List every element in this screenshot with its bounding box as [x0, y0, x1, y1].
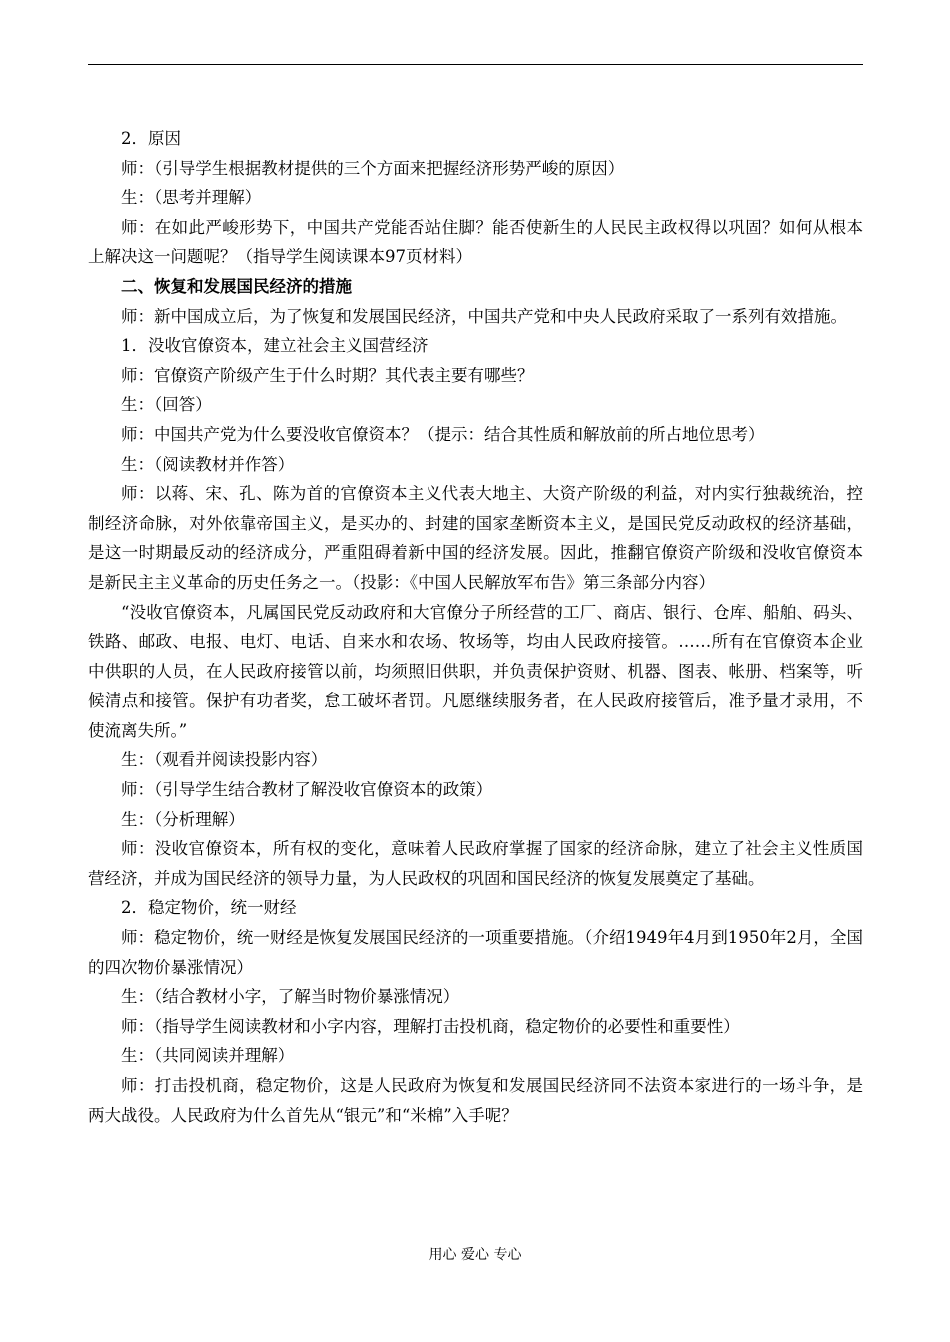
- paragraph: 师：（引导学生结合教材了解没收官僚资本的政策）: [121, 780, 493, 800]
- paragraph: 师：没收官僚资本，所有权的变化，意味着人民政府掌握了国家的经济命脉，建立了社会主义性质国营经济，并成为国民经济的领导力量，为人民政权的巩固和国民经济的恢复发展奠定了基础。: [88, 839, 863, 888]
- paragraph: 师：在如此严峻形势下，中国共产党能否站住脚？能否使新生的人民民主政权得以巩固？如何从根本上解决这一问题呢？（指导学生阅读课本97页材料）: [88, 217, 863, 267]
- paragraph: 师：以蒋、宋、孔、陈为首的官僚资本主义代表大地主、大资产阶级的利益，对内实行独裁统治，控制经济命脉，对外依靠帝国主义，是买办的、封建的国家垄断资本主义，是国民党反动政权的经济基础，是这一时期最反动的经济成分，严重阻碍着新中国的经济发展。因此，推翻官僚资产阶级和没收官僚资本是新民主主义革命的历史任务之一。（投影：《中国人民解放军布告》第三条部分内容）: [88, 484, 863, 592]
- paragraph: 生：（观看并阅读投影内容）: [121, 750, 328, 770]
- paragraph: 师：中国共产党为什么要没收官僚资本？（提示：结合其性质和解放前的所占地位思考）: [121, 424, 765, 444]
- paragraph: 师：打击投机商，稳定物价，这是人民政府为恢复和发展国民经济同不法资本家进行的一场斗争，是两大战役。人民政府为什么首先从“银元”和“米棉”入手呢？: [88, 1076, 863, 1125]
- paragraph: 生：（思考并理解）: [121, 188, 262, 208]
- page-footer: 用心 爱心 专心: [428, 1247, 522, 1263]
- document-body: [88, 124, 863, 1130]
- quote-paragraph: “没收官僚资本，凡属国民党反动政府和大官僚分子所经营的工厂、商店、银行、仓库、船舶、码头、铁路、邮政、电报、电灯、电话、自来水和农场、牧场等，均由人民政府接管。……所有在官僚资本企业中供职的人员，在人民政府接管以前，均须照旧供职，并负责保护资财、机器、图表、帐册、档案等，听候清点和接管。保护有功者奖，怠工破坏者罚。凡愿继续服务者，在人民政府接管后，准予量才录用，不使流离失所。”: [88, 602, 863, 740]
- paragraph: 师：稳定物价，统一财经是恢复发展国民经济的一项重要措施。（介绍1949年4月到1950年2月，全国的四次物价暴涨情况）: [88, 928, 863, 977]
- paragraph: 生：（阅读教材并作答）: [121, 454, 295, 474]
- paragraph: 1．没收官僚资本，建立社会主义国营经济: [121, 336, 429, 356]
- paragraph: 师：（引导学生根据教材提供的三个方面来把握经济形势严峻的原因）: [121, 158, 625, 178]
- paragraph: 师：新中国成立后，为了恢复和发展国民经济，中国共产党和中央人民政府采取了一系列有效措施。: [121, 306, 847, 326]
- paragraph: 2．原因: [121, 129, 181, 148]
- paragraph: 生：（共同阅读并理解）: [121, 1046, 295, 1066]
- header-rule: [88, 64, 863, 65]
- paragraph: 生：（结合教材小字，了解当时物价暴涨情况）: [121, 987, 460, 1007]
- paragraph: 生：（分析理解）: [121, 809, 245, 829]
- paragraph: 生：（回答）: [121, 395, 212, 415]
- paragraph: 2．稳定物价，统一财经: [121, 898, 297, 918]
- paragraph: 师：官僚资产阶级产生于什么时期？其代表主要有哪些？: [121, 365, 534, 385]
- paragraph: 师：（指导学生阅读教材和小字内容，理解打击投机商，稳定物价的必要性和重要性）: [121, 1016, 740, 1036]
- section-heading: 二、恢复和发展国民经济的措施: [121, 276, 352, 296]
